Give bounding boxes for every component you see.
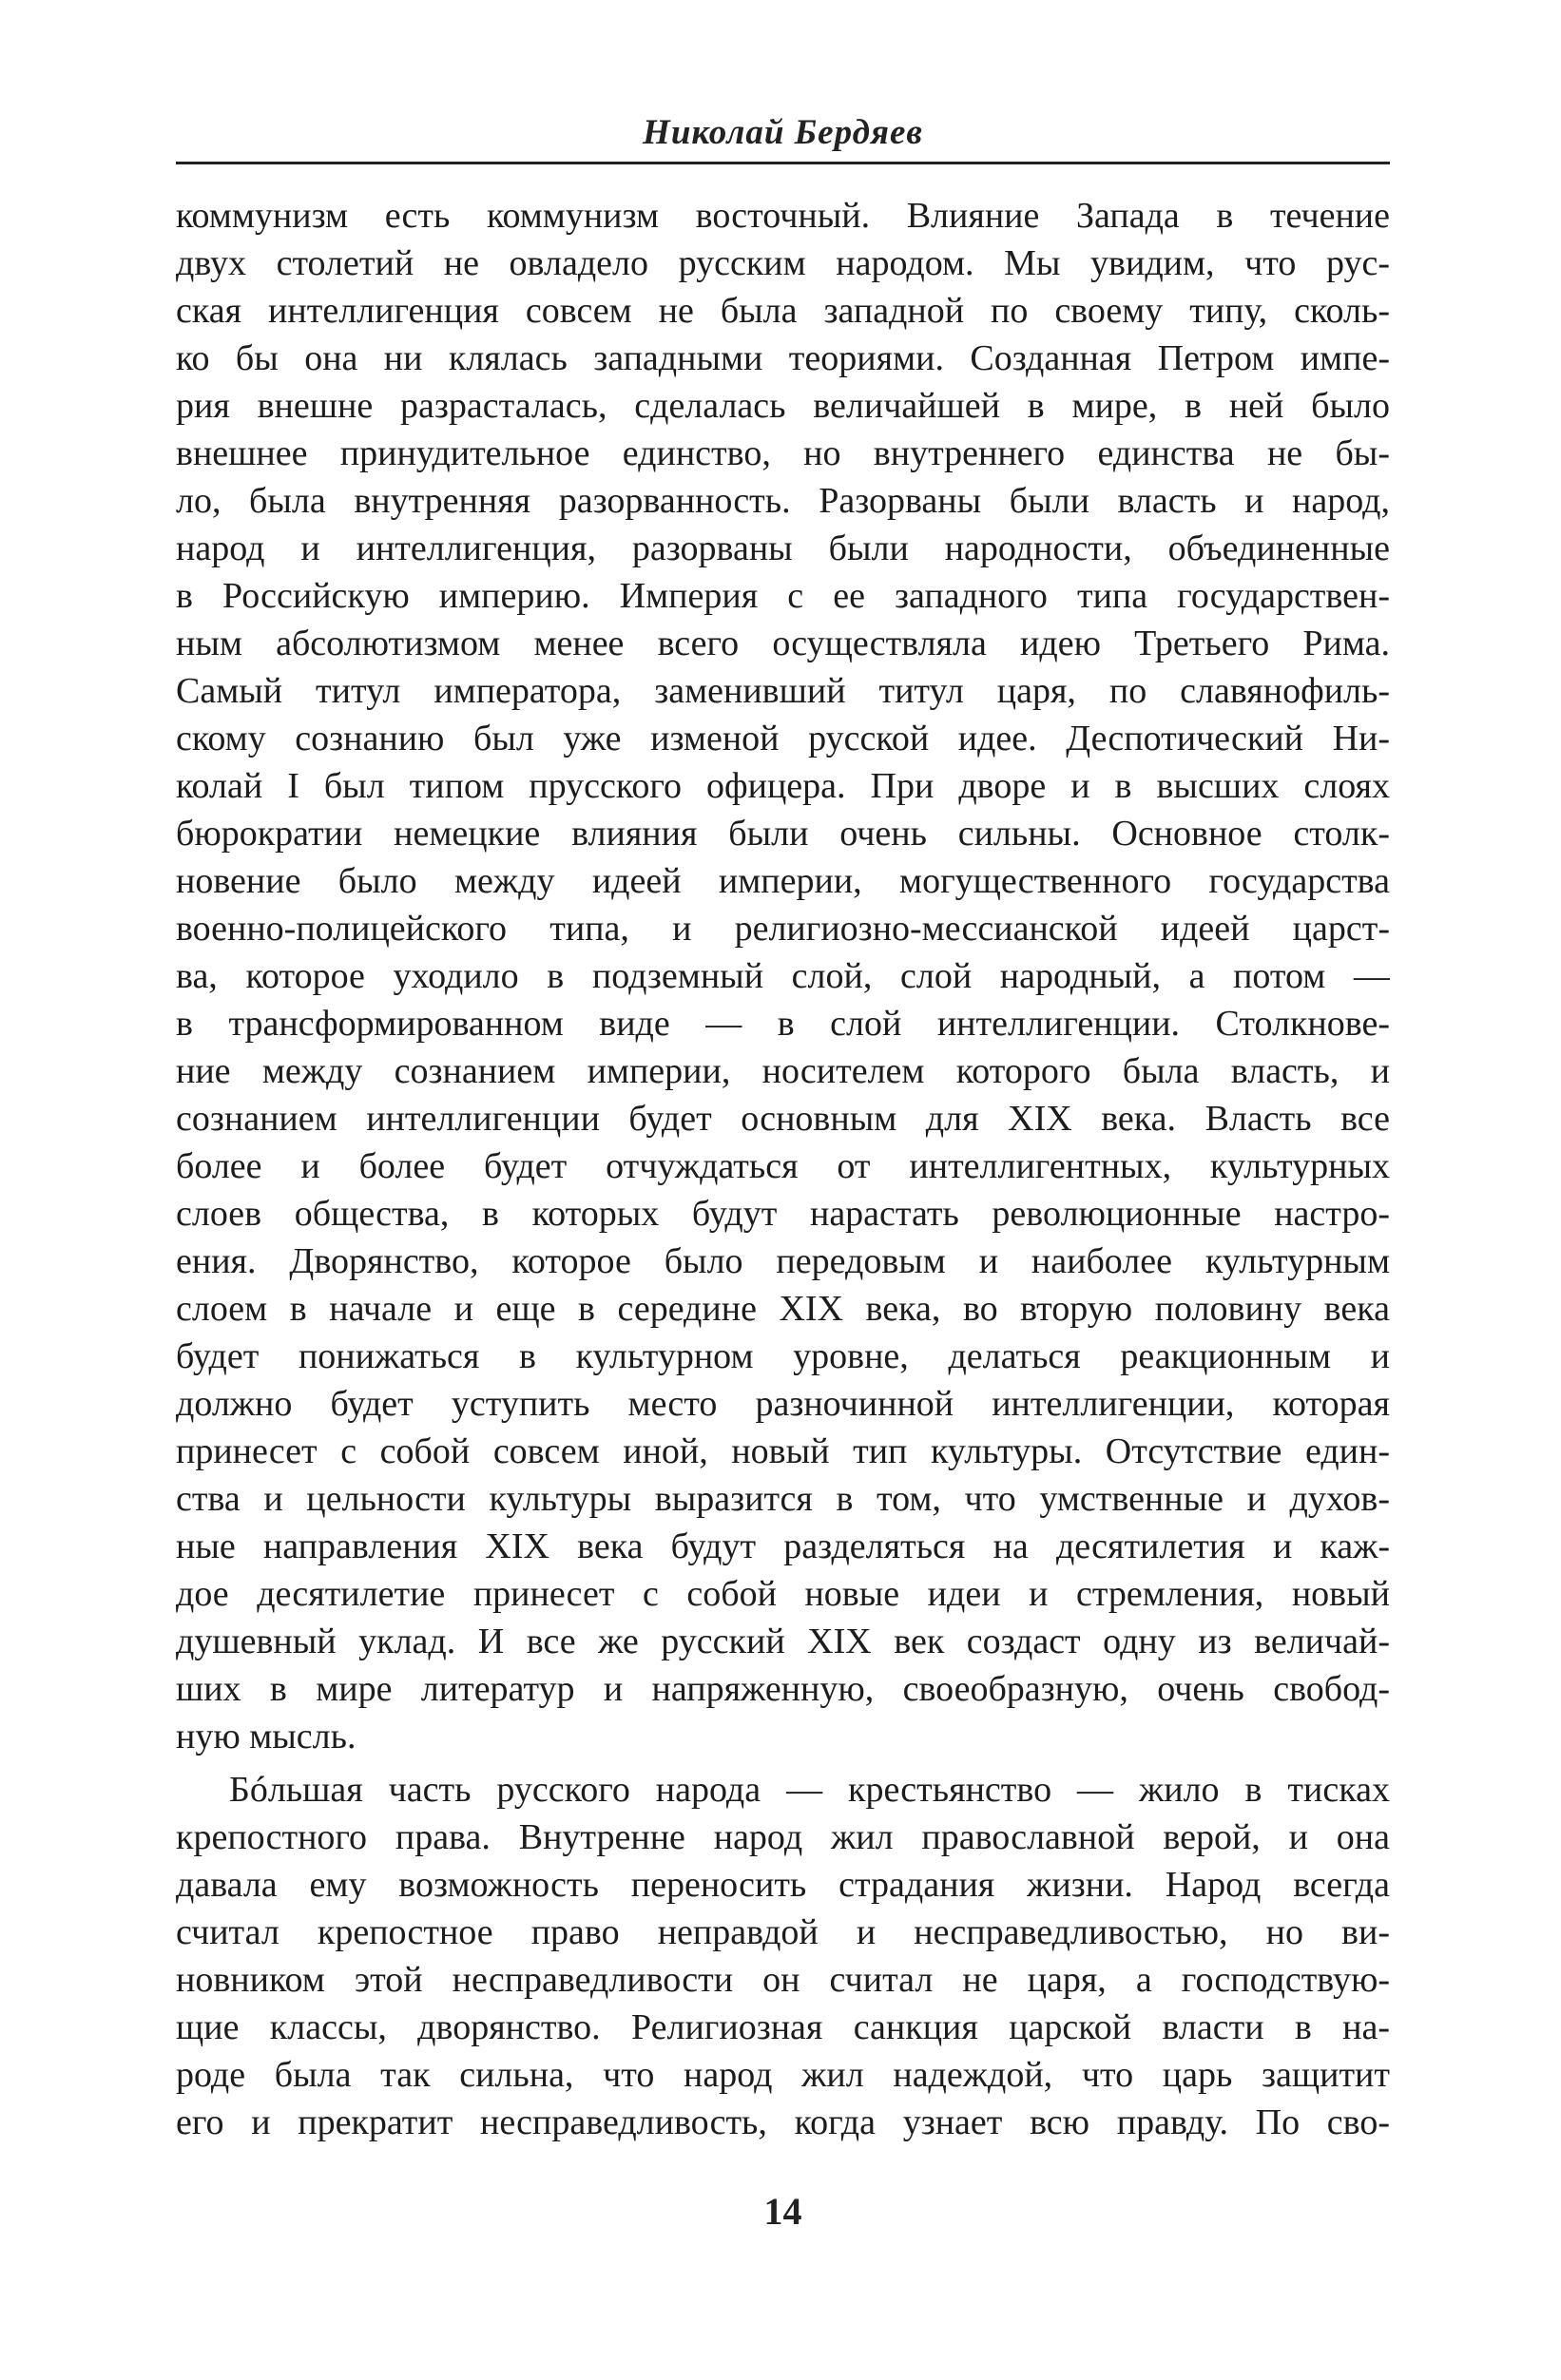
text-line: в Российскую империю. Империя с ее западного типа государствен-: [176, 576, 1390, 616]
text-line: новение было между идеей империи, могущественного государства: [176, 861, 1390, 901]
text-line: крепостного права. Внутренне народ жил православной верой, и она: [176, 1817, 1390, 1857]
text-line: дое десятилетие принесет с собой новые идеи и стремления, новый: [176, 1574, 1390, 1614]
text-line: колай I был типом прусского офицера. При дворе и в высших слоях: [176, 766, 1390, 806]
body-text: [176, 192, 1390, 2146]
text-line: роде была так сильна, что народ жил надеждой, что царь защитит: [176, 2055, 1390, 2095]
text-line: рия внешне разрасталась, сделалась величайшей в мире, в ней было: [176, 386, 1390, 426]
text-line: народ и интеллигенция, разорваны были народности, объединенные: [176, 528, 1390, 568]
text-line: слоев общества, в которых будут нарастать революционные настро-: [176, 1194, 1390, 1234]
text-line: ская интеллигенция совсем не была западной по своему типу, сколь-: [176, 291, 1390, 331]
text-line: внешнее принудительное единство, но внутреннего единства не бы-: [176, 433, 1390, 473]
text-line: Бóльшая часть русского народа — крестьянство — жило в тисках: [229, 1770, 1390, 1810]
page-number: 14: [763, 2190, 802, 2233]
text-line: будет понижаться в культурном уровне, делаться реакционным и: [176, 1336, 1390, 1376]
text-line: военно-полицейского типа, и религиозно-мессианской идеей царст-: [176, 909, 1390, 949]
text-line: скому сознанию был уже изменой русской идее. Деспотический Ни-: [176, 719, 1390, 758]
running-header-title: Николай Бердяев: [643, 113, 923, 152]
text-line: считал крепостное право неправдой и несправедливостью, но ви-: [176, 1912, 1390, 1952]
text-line: двух столетий не овладело русским народом. Мы увидим, что рус-: [176, 243, 1390, 283]
text-line: ние между сознанием империи, носителем которого была власть, и: [176, 1051, 1390, 1091]
text-line: ко бы она ни клялась западными теориями. Созданная Петром импе-: [176, 338, 1390, 378]
text-line: ения. Дворянство, которое было передовым и наиболее культурным: [176, 1241, 1390, 1281]
text-line: ные направления XIX века будут разделяться на десятилетия и каж-: [176, 1526, 1390, 1566]
text-line: ло, была внутренняя разорванность. Разорваны были власть и народ,: [176, 481, 1390, 521]
text-line: ства и цельности культуры выразится в том, что умственные и духов-: [176, 1479, 1390, 1519]
text-line: ным абсолютизмом менее всего осуществляла идею Третьего Рима.: [176, 624, 1390, 663]
text-line: бюрократии немецкие влияния были очень сильны. Основное столк-: [176, 814, 1390, 854]
text-line: его и прекратит несправедливость, когда узнает всю правду. По сво-: [176, 2102, 1390, 2142]
text-line: ших в мире литератур и напряженную, своеобразную, очень свобод-: [176, 1669, 1390, 1709]
text-line: Самый титул императора, заменивший титул царя, по славянофиль-: [176, 671, 1390, 711]
text-line: сознанием интеллигенции будет основным для XIX века. Власть все: [176, 1099, 1390, 1139]
text-line: ва, которое уходило в подземный слой, слой народный, а потом —: [176, 956, 1390, 996]
text-line: слоем в начале и еще в середине XIX века, во вторую половину века: [176, 1289, 1390, 1329]
text-line: новником этой несправедливости он считал не царя, а господствую-: [176, 1960, 1390, 2000]
text-line: давала ему возможность переносить страдания жизни. Народ всегда: [176, 1865, 1390, 1905]
header-rule: [176, 162, 1390, 164]
text-line: душевный уклад. И все же русский XIX век создаст одну из величай-: [176, 1622, 1390, 1661]
text-line: ную мысль.: [176, 1717, 357, 1756]
text-line: должно будет уступить место разночинной интеллигенции, которая: [176, 1384, 1390, 1424]
text-line: более и более будет отчуждаться от интеллигентных, культурных: [176, 1146, 1390, 1186]
text-line: щие классы, дворянство. Религиозная санкция царской власти в на-: [176, 2007, 1390, 2047]
paragraph-2: [176, 1766, 1390, 2146]
text-line: принесет с собой совсем иной, новый тип культуры. Отсутствие един-: [176, 1431, 1390, 1471]
text-line: в трансформированном виде — в слой интеллигенции. Столкнове-: [176, 1004, 1390, 1044]
text-line: коммунизм есть коммунизм восточный. Влияние Запада в течение: [176, 196, 1390, 236]
paragraph-1: [176, 192, 1390, 1760]
